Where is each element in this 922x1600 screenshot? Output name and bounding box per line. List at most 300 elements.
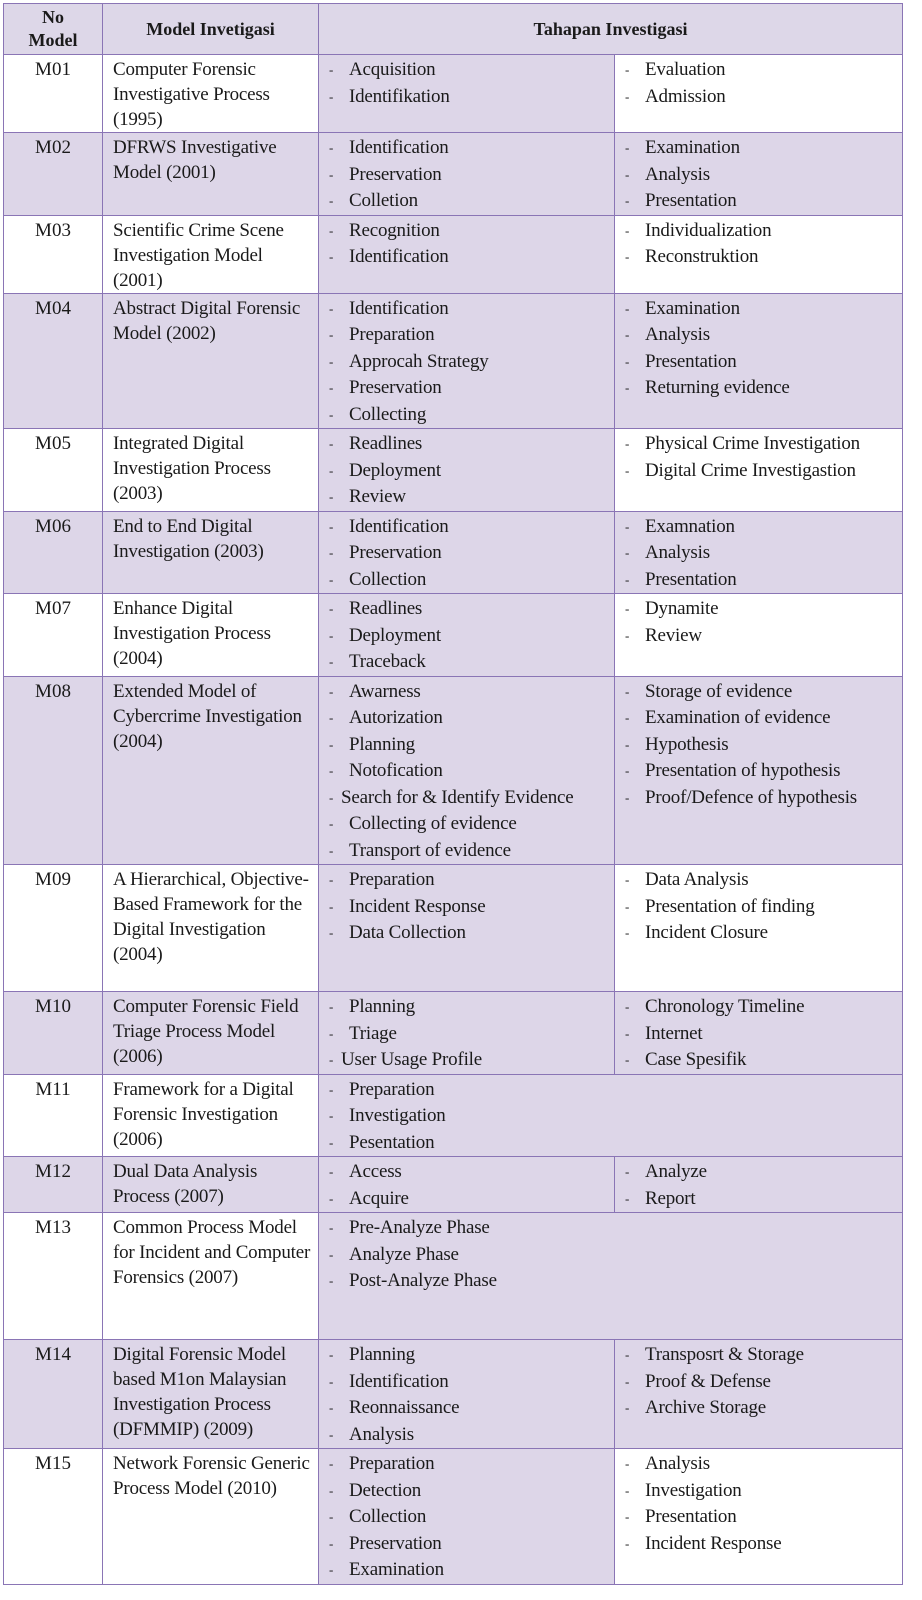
table-row [4,1157,903,1213]
bullet-dash-icon: - [329,1373,334,1389]
stages-cell-right [615,55,903,133]
stage-list-item [329,1478,610,1505]
bullet-dash-icon: - [625,925,630,940]
stage-list-item [329,514,610,541]
stage-list-item [625,322,898,349]
bullet-dash-icon: - [625,545,630,560]
stage-label: Presentation of finding [645,895,815,917]
stage-label: Acquire [349,1187,409,1209]
stage-list-item [625,1504,898,1531]
stage-label: Digital Crime Investigastion [645,459,856,481]
stage-list-item [329,705,610,732]
bullet-dash-icon: - [625,1052,630,1067]
bullet-dash-icon: - [625,462,630,478]
bullet-dash-icon: - [329,140,334,155]
model-name-cell: Enhance Digital Investigation Process (2004) [103,594,319,677]
table-row [4,865,903,992]
stage-label: Transposrt & Storage [645,1344,804,1365]
stage-list-item [329,458,610,485]
bullet-dash-icon: - [625,436,630,451]
stage-label: Readlines [349,433,423,454]
stage-label: Incident Closure [645,922,768,943]
stage-label: Review [645,624,702,646]
stage-label: Readlines [349,598,423,619]
model-number-cell: M13 [4,1213,103,1340]
stage-label: Storage of evidence [645,680,793,702]
stages-cell-right [615,511,903,594]
bullet-dash-icon: - [625,601,630,616]
bullet-dash-icon: - [329,545,334,560]
stage-list-item [625,458,898,485]
stage-list-item [329,1504,610,1531]
stage-list-item [625,920,898,947]
stage-list-item [329,1268,898,1295]
bullet-dash-icon: - [625,872,630,887]
stages-cell-right [615,293,903,429]
model-name-cell: Dual Data Analysis Process (2007) [103,1157,319,1213]
bullet-dash-icon: - [329,489,334,504]
stage-list-item [329,1451,610,1478]
stage-label: Transport of evidence [349,839,511,861]
stage-list-item [329,1021,610,1048]
bullet-dash-icon: - [329,1347,334,1362]
stage-list-item [329,57,610,84]
stage-label: Dynamite [645,598,719,619]
table-row [4,215,903,293]
stages-cell-right [615,594,903,677]
stage-list-item [625,867,898,894]
stage-label: Awarness [349,680,421,702]
stage-list-item [329,785,610,812]
stage-label: Examination [645,297,740,319]
stages-cell-left [319,594,615,677]
stages-cell-left [319,293,615,429]
stage-label: Identification [349,515,449,537]
bullet-dash-icon: - [329,763,334,778]
model-number-cell: M15 [4,1449,103,1585]
bullet-dash-icon: - [625,1190,630,1206]
stage-label: Proof/Defence of hypothesis [645,786,857,808]
stages-cell-left [319,1449,615,1585]
stage-list-item [329,402,610,429]
stage-label: Post-Analyze Phase [349,1270,497,1291]
bullet-dash-icon: - [329,1246,334,1262]
bullet-dash-icon: - [329,1164,334,1179]
stages-cell-left [319,511,615,594]
stages-cell-right [615,133,903,216]
stages-cell-right [615,1449,903,1585]
stages-cell-left [319,429,615,512]
stage-label: Preparation [349,1078,435,1100]
stage-label: Identifikation [349,85,450,107]
stage-list-item [625,1021,898,1048]
stage-label: Examination of evidence [645,707,831,728]
bullet-dash-icon: - [625,627,630,643]
bullet-dash-icon: - [625,1025,630,1041]
table-row [4,55,903,133]
stage-list-item [625,1531,898,1558]
stage-label: Pesentation [349,1131,435,1153]
bullet-dash-icon: - [329,249,334,264]
stage-list-item [625,1159,898,1186]
bullet-dash-icon: - [625,1482,630,1498]
bullet-dash-icon: - [329,627,334,643]
bullet-dash-icon: - [625,1373,630,1389]
stage-label: Examination [349,1559,444,1580]
stage-label: Investigation [349,1105,446,1126]
bullet-dash-icon: - [329,380,334,395]
model-name-cell: Framework for a Digital Forensic Investigation (2006) [103,1074,319,1157]
bullet-dash-icon: - [329,436,334,451]
bullet-dash-icon: - [625,380,630,395]
bullet-dash-icon: - [329,1400,334,1415]
bullet-dash-icon: - [329,166,334,182]
bullet-dash-icon: - [625,1400,630,1415]
bullet-dash-icon: - [329,222,334,238]
stage-list-item [329,920,610,947]
stage-list-item [329,244,610,271]
stage-label: Analysis [645,1453,710,1474]
stage-list-item [329,322,610,349]
stage-label: Collecting of evidence [349,813,517,834]
stage-list-item [625,1369,898,1396]
stage-list-item [329,188,610,215]
bullet-dash-icon: - [625,999,630,1014]
bullet-dash-icon: - [329,1081,334,1097]
stages-cell-left [319,55,615,133]
model-number-cell: M11 [4,1074,103,1157]
stage-label: Case Spesifik [645,1049,747,1070]
stage-label: Incident Response [349,895,486,917]
bullet-dash-icon: - [329,1562,334,1577]
stage-label: Data Analysis [645,869,749,890]
stage-list-item [329,994,610,1021]
stage-label: Incident Response [645,1532,782,1554]
bullet-dash-icon: - [329,601,334,616]
stage-label: Notofication [349,760,443,781]
stage-label: Preservation [349,163,442,185]
stage-label: Report [645,1187,696,1209]
stage-list-item [625,57,898,84]
bullet-dash-icon: - [625,736,630,752]
stage-list-item [625,758,898,785]
stage-label: Presentation [645,568,737,590]
bullet-dash-icon: - [329,406,334,422]
stage-list-item [329,1557,610,1584]
model-number-cell: M02 [4,133,103,216]
model-number-cell: M08 [4,676,103,865]
stage-label: Identification [349,297,449,319]
model-name-cell: End to End Digital Investigation (2003) [103,511,319,594]
stage-label: Review [349,486,406,507]
stage-label: Planning [349,1344,415,1365]
stage-label: Evaluation [645,59,726,80]
bullet-dash-icon: - [625,898,630,914]
bullet-dash-icon: - [329,193,334,208]
stage-list-item [625,188,898,215]
model-number-cell: M03 [4,215,103,293]
table-row [4,676,903,865]
stage-list-item [625,244,898,271]
stage-list-item [329,1242,898,1269]
stage-list-item [329,758,610,785]
stage-list-item [329,838,610,865]
bullet-dash-icon: - [329,62,334,77]
stage-label: Hypothesis [645,733,729,755]
stage-label: Acquisition [349,59,436,80]
header-model-investigasi: Model Invetigasi [103,4,319,55]
bullet-dash-icon: - [625,789,630,805]
bullet-dash-icon: - [625,683,630,699]
bullet-dash-icon: - [329,353,334,369]
stage-list-item [329,349,610,376]
bullet-dash-icon: - [625,710,630,725]
stage-list-item [625,596,898,623]
bullet-dash-icon: - [625,140,630,155]
stage-label: Traceback [349,651,426,672]
table-row [4,429,903,512]
table-row [4,133,903,216]
stages-cell-right [615,992,903,1075]
bullet-dash-icon: - [625,249,630,264]
stage-label: Planning [349,996,415,1017]
stage-label: Reonnaissance [349,1397,460,1418]
model-number-cell: M04 [4,293,103,429]
stage-label: Analysis [645,324,710,345]
bullet-dash-icon: - [329,88,334,104]
stage-label: Collection [349,1506,427,1527]
stage-list-item [329,1395,610,1422]
table-row [4,1074,903,1157]
stage-label: Deployment [349,624,441,646]
stage-label: Returning evidence [645,377,790,398]
bullet-dash-icon: - [329,1482,334,1498]
bullet-dash-icon: - [625,1347,630,1362]
stage-list-item [329,1159,610,1186]
stage-list-item [329,1047,610,1074]
stage-list-item [329,1186,610,1213]
stage-list-item [329,1531,610,1558]
bullet-dash-icon: - [329,1456,334,1471]
stage-list-item [329,135,610,162]
stage-list-item [625,1395,898,1422]
stage-label: Planning [349,733,415,755]
stage-list-item [329,867,610,894]
bullet-dash-icon: - [329,300,334,316]
stage-list-item [625,894,898,921]
stage-label: Physical Crime Investigation [645,433,860,454]
model-name-cell: Common Process Model for Incident and Computer Forensics (2007) [103,1213,319,1340]
stage-label: Preservation [349,377,442,398]
bullet-dash-icon: - [329,654,334,669]
stage-list-item [625,135,898,162]
model-number-cell: M05 [4,429,103,512]
stage-list-item [625,431,898,458]
stage-list-item [625,567,898,594]
stage-label: Proof & Defense [645,1370,771,1392]
table-row [4,511,903,594]
model-number-cell: M14 [4,1340,103,1449]
stages-cell-full [319,1074,903,1157]
model-name-cell: Computer Forensic Investigative Process (1995) [103,55,319,133]
stages-cell-right [615,865,903,992]
stage-list-item [625,1342,898,1369]
bullet-dash-icon: - [329,872,334,887]
stage-list-item [329,679,610,706]
stage-label: Search for & Identify Evidence [341,786,574,808]
stage-label: User Usage Profile [341,1049,482,1070]
bullet-dash-icon: - [329,789,334,805]
model-name-cell: Abstract Digital Forensic Model (2002) [103,293,319,429]
bullet-dash-icon: - [329,1535,334,1551]
bullet-dash-icon: - [625,571,630,587]
model-name-cell: Extended Model of Cybercrime Investigation (2004) [103,676,319,865]
model-number-cell: M09 [4,865,103,992]
stage-list-item [625,1047,898,1074]
stage-list-item [625,623,898,650]
stage-label: Data Collection [349,922,466,943]
stage-label: Preparation [349,324,435,345]
stage-label: Preparation [349,869,435,890]
stage-list-item [625,296,898,323]
bullet-dash-icon: - [329,816,334,831]
bullet-dash-icon: - [625,518,630,534]
stage-label: Examnation [645,515,735,537]
stage-label: Analyze Phase [349,1243,459,1265]
stage-list-item [625,540,898,567]
stage-label: Preservation [349,542,442,563]
stages-cell-left [319,1340,615,1449]
stage-label: Triage [349,1022,397,1044]
bullet-dash-icon: - [329,1134,334,1150]
stage-label: Deployment [349,459,441,481]
table-row [4,594,903,677]
stages-cell-left [319,865,615,992]
bullet-dash-icon: - [625,1509,630,1524]
stage-list-item [625,679,898,706]
model-name-cell: DFRWS Investigative Model (2001) [103,133,319,216]
bullet-dash-icon: - [625,222,630,238]
stage-list-item [329,596,610,623]
bullet-dash-icon: - [625,62,630,77]
stage-label: Analysis [645,163,710,185]
stage-list-item [329,894,610,921]
table-container [3,3,903,1585]
model-name-cell: A Hierarchical, Objective-Based Framework for the Digital Investigation (2004) [103,865,319,992]
stage-label: Individualization [645,219,772,241]
stage-label: Pre-Analyze Phase [349,1217,490,1238]
model-name-cell: Scientific Crime Scene Investigation Model (2001) [103,215,319,293]
model-number-cell: M12 [4,1157,103,1213]
stage-label: Approcah Strategy [349,350,489,372]
stage-label: Preparation [349,1453,435,1474]
bullet-dash-icon: - [625,193,630,208]
model-number-cell: M07 [4,594,103,677]
model-number-cell: M06 [4,511,103,594]
stages-cell-right [615,676,903,865]
stage-label: Autorization [349,707,443,728]
stage-list-item [625,994,898,1021]
stage-list-item [625,84,898,111]
stages-cell-full [319,1213,903,1340]
stages-cell-left [319,1157,615,1213]
stage-label: Presentation of hypothesis [645,760,841,781]
stage-list-item [329,484,610,511]
stage-label: Collection [349,568,427,590]
stages-cell-right [615,1157,903,1213]
stage-label: Reconstruktion [645,246,759,267]
bullet-dash-icon: - [329,1509,334,1524]
stage-label: Analysis [645,542,710,563]
bullet-dash-icon: - [329,925,334,940]
bullet-dash-icon: - [329,462,334,478]
stage-list-item [625,162,898,189]
stage-label: Detection [349,1479,422,1501]
model-name-cell: Network Forensic Generic Process Model (2010) [103,1449,319,1585]
stages-cell-left [319,992,615,1075]
stage-label: Access [349,1161,402,1182]
stage-label: Analyze [645,1161,707,1182]
bullet-dash-icon: - [329,710,334,725]
stage-label: Identification [349,246,449,267]
bullet-dash-icon: - [625,763,630,778]
model-name-cell: Computer Forensic Field Triage Process Model (2006) [103,992,319,1075]
bullet-dash-icon: - [329,1426,334,1442]
stage-label: Preservation [349,1532,442,1554]
stage-list-item [329,296,610,323]
stage-list-item [329,1077,898,1104]
stage-label: Collecting [349,403,427,425]
bullet-dash-icon: - [625,1164,630,1179]
stage-list-item [625,705,898,732]
bullet-dash-icon: - [329,842,334,858]
bullet-dash-icon: - [329,1220,334,1235]
bullet-dash-icon: - [329,1052,334,1067]
model-number-cell: M01 [4,55,103,133]
bullet-dash-icon: - [625,1456,630,1471]
stage-list-item [329,375,610,402]
stage-list-item [329,1369,610,1396]
stages-cell-left [319,215,615,293]
stage-label: Colletion [349,190,418,211]
stage-list-item [329,1342,610,1369]
model-number-cell: M10 [4,992,103,1075]
bullet-dash-icon: - [329,518,334,534]
stage-list-item [329,431,610,458]
stage-label: Internet [645,1022,703,1044]
stage-label: Presentation [645,1506,737,1527]
stages-cell-right [615,215,903,293]
bullet-dash-icon: - [625,88,630,104]
stage-list-item [625,375,898,402]
stages-cell-left [319,676,615,865]
stage-list-item [625,1186,898,1213]
bullet-dash-icon: - [625,166,630,182]
stage-label: Analysis [349,1423,414,1445]
bullet-dash-icon: - [329,1025,334,1041]
bullet-dash-icon: - [329,898,334,914]
stage-list-item [329,1215,898,1242]
bullet-dash-icon: - [625,353,630,369]
bullet-dash-icon: - [329,999,334,1014]
bullet-dash-icon: - [625,300,630,316]
stage-list-item [329,162,610,189]
stage-label: Investigation [645,1479,742,1501]
bullet-dash-icon: - [625,1535,630,1551]
stage-list-item [329,218,610,245]
stage-list-item [625,732,898,759]
stage-list-item [329,623,610,650]
